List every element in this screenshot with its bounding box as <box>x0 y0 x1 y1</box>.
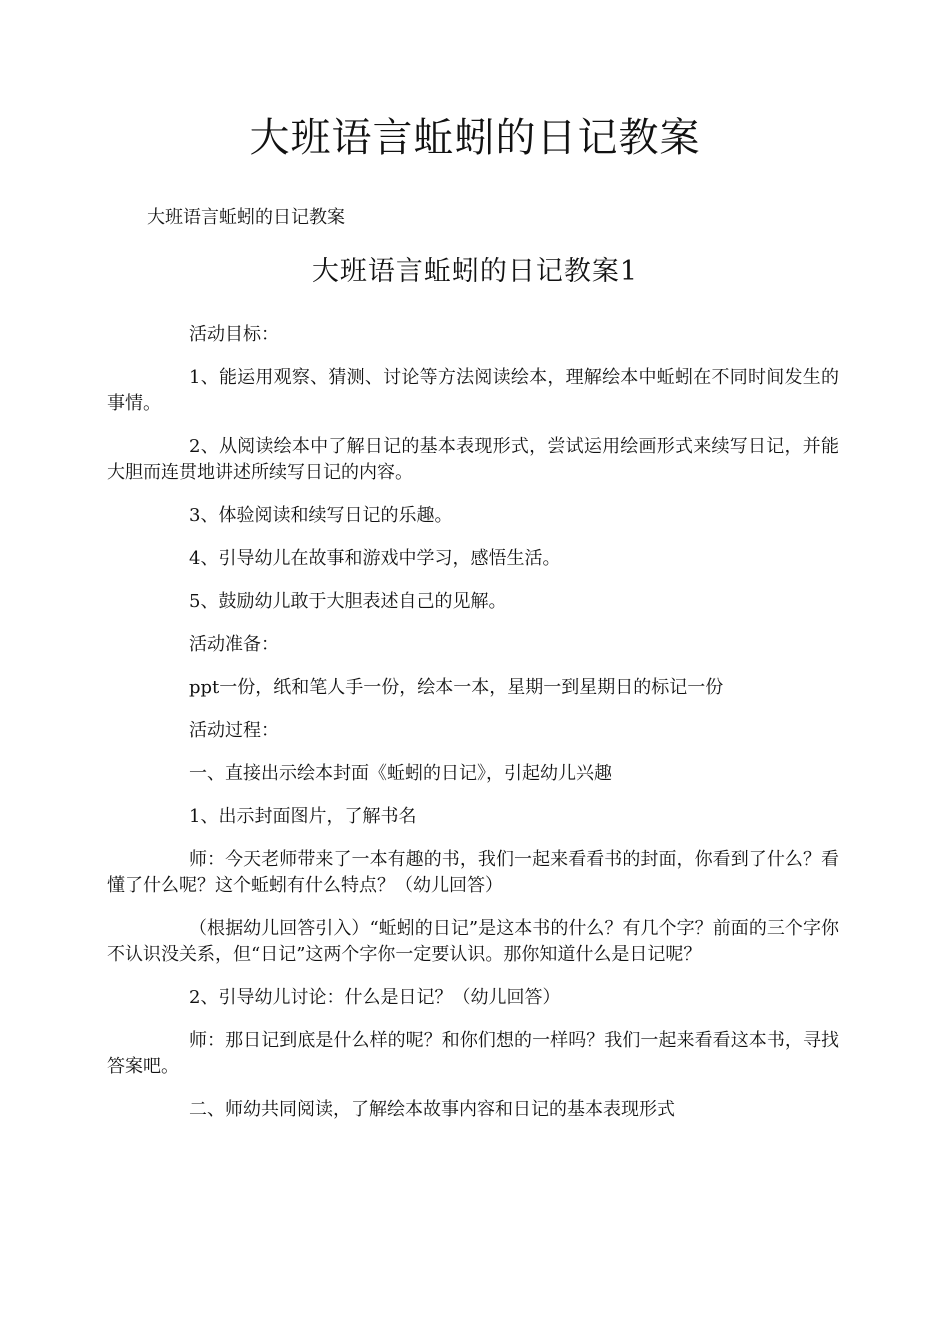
document-body <box>107 322 839 1140</box>
paragraph-teacher-3: 师：那日记到底是什么样的呢？和你们想的一样吗？我们一起来看看这本书，寻找答案吧。 <box>107 1030 839 1077</box>
paragraph-step-2: 二、师幼共同阅读，了解绘本故事内容和日记的基本表现形式 <box>189 1099 675 1120</box>
document-title: 大班语言蚯蚓的日记教案 <box>249 115 701 161</box>
paragraph-goal-4: 4、引导幼儿在故事和游戏中学习，感悟生活。 <box>189 548 561 569</box>
paragraph-goal-5: 5、鼓励幼儿敢于大胆表述自己的见解。 <box>189 591 507 612</box>
paragraph-teacher-1: 师：今天老师带来了一本有趣的书，我们一起来看看书的封面，你看到了什么？看懂了什么呢？这个蚯蚓有什么特点？（幼儿回答） <box>107 849 839 896</box>
paragraph-prep-materials: ppt一份，纸和笔人手一份，绘本一本，星期一到星期日的标记一份 <box>189 677 724 698</box>
paragraph-goal-2: 2、从阅读绘本中了解日记的基本表现形式，尝试运用绘画形式来续写日记，并能大胆而连贯地讲述所续写日记的内容。 <box>107 436 839 483</box>
paragraph-goal-1: 1、能运用观察、猜测、讨论等方法阅读绘本，理解绘本中蚯蚓在不同时间发生的事情。 <box>107 367 839 414</box>
paragraph-step-1: 一、直接出示绘本封面《蚯蚓的日记》，引起幼儿兴趣 <box>189 763 612 784</box>
paragraph-step-1-2: 2、引导幼儿讨论：什么是日记？（幼儿回答） <box>189 987 561 1008</box>
document-subtitle: 大班语言蚯蚓的日记教案 <box>147 207 345 228</box>
paragraph-step-1-1: 1、出示封面图片，了解书名 <box>189 806 417 827</box>
paragraph-process-heading: 活动过程： <box>189 720 279 741</box>
paragraph-teacher-2: （根据幼儿回答引入）“蚯蚓的日记”是这本书的什么？有几个字？前面的三个字你不认识没关系，但“日记”这两个字你一定要认识。那你知道什么是日记呢？ <box>107 918 839 965</box>
paragraph-goals-heading: 活动目标： <box>189 324 279 345</box>
section-title: 大班语言蚯蚓的日记教案1 <box>311 256 639 287</box>
paragraph-goal-3: 3、体验阅读和续写日记的乐趣。 <box>189 505 453 526</box>
paragraph-prep-heading: 活动准备： <box>189 634 279 655</box>
